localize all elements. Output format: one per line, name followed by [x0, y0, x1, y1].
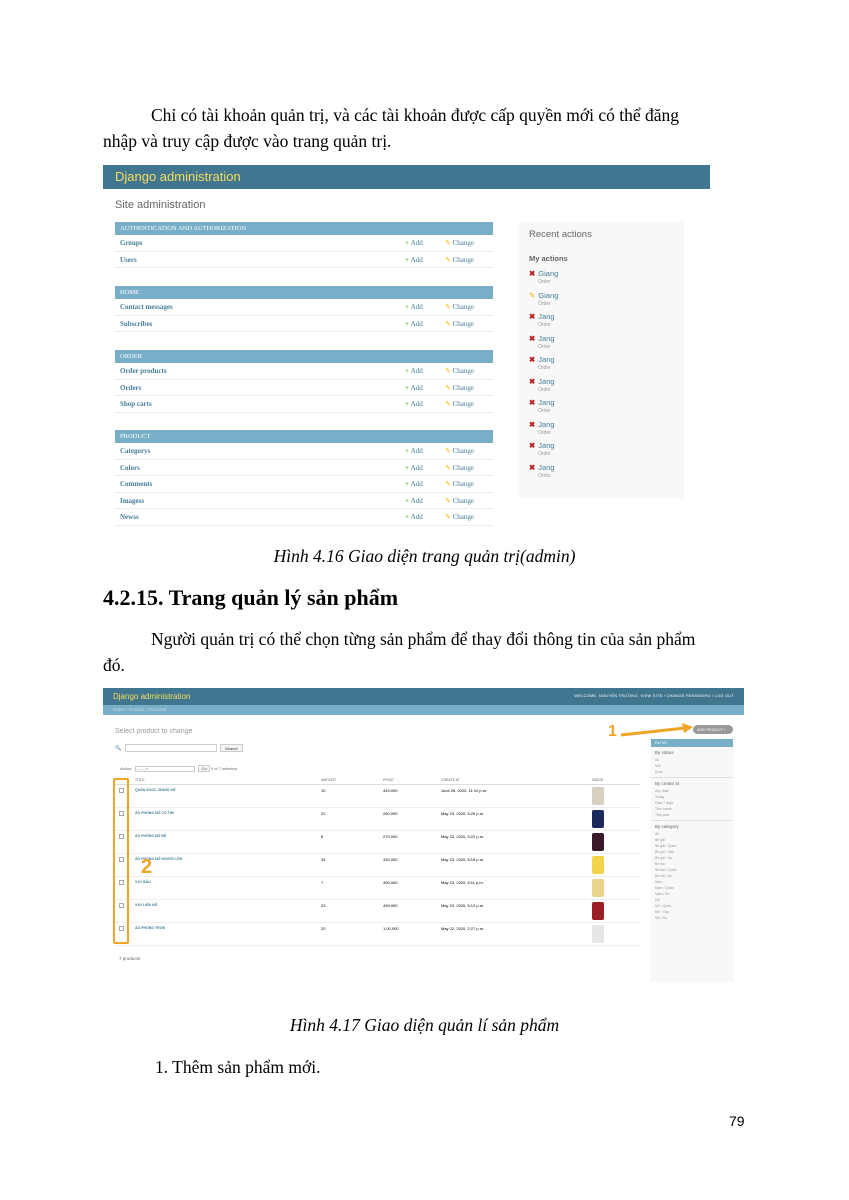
recent-action-item[interactable] [529, 355, 674, 377]
highlight-checkboxes [113, 778, 129, 944]
action-object-name: Jang [538, 376, 555, 386]
recent-action-item[interactable] [529, 441, 674, 463]
table-cell: 449,000 [383, 788, 398, 793]
product-link[interactable]: VÁY LIỀN NỮ [135, 903, 158, 907]
delete-icon: ✖ [529, 398, 536, 407]
recent-action-item[interactable] [529, 398, 674, 420]
change-label: Change [452, 367, 475, 375]
paragraph-intro-line1: Chỉ có tài khoản quản trị, và các tài khoản được cấp quyền mới có thể đăng [151, 105, 680, 125]
products-table [115, 777, 640, 946]
change-link[interactable] [445, 239, 474, 247]
action-object-name: Jang [538, 441, 555, 450]
filter-group-title: By status [655, 750, 674, 755]
table-cell: 8 [321, 834, 324, 839]
add-icon: + [405, 400, 411, 408]
filter-option[interactable]: Past 7 days [655, 801, 674, 805]
filter-option[interactable]: Nữ / Quần [655, 904, 672, 908]
action-content-type: Order [538, 451, 551, 457]
action-object-name: Jang [538, 419, 555, 429]
table-cell: 330,000 [383, 857, 398, 862]
product-link[interactable]: ÁO PHÔNG TRƠN [135, 926, 166, 930]
table-cell: May 23, 2020, 5:22 p.m. [441, 834, 485, 839]
pencil-icon: ✎ [529, 290, 536, 300]
filter-option[interactable]: Nữ [655, 898, 660, 902]
pencil-icon: ✎ [445, 239, 453, 247]
table-cell: 34 [321, 857, 326, 862]
action-content-type: Order [538, 429, 551, 436]
recent-action-item[interactable] [529, 269, 674, 291]
model-link[interactable]: Colors [120, 463, 140, 472]
table-body [115, 785, 640, 946]
model-link[interactable]: Imagess [120, 496, 145, 505]
add-link[interactable] [405, 320, 423, 328]
model-link[interactable]: Contact messages [120, 303, 173, 311]
table-cell: 1,00,000 [383, 926, 399, 931]
table-row [115, 923, 640, 946]
add-label: Add [410, 463, 423, 472]
add-link[interactable] [405, 464, 423, 472]
column-header[interactable]: AMOUNT [321, 778, 337, 782]
change-label: Change [452, 496, 475, 505]
user-tools[interactable]: WELCOME, NGUYỄN TRƯỜNG. VIEW SITE / CHANGE PASSWORD / LOG OUT [574, 693, 734, 698]
change-label: Change [452, 239, 475, 247]
table-row [115, 854, 640, 877]
admin-header [103, 165, 710, 189]
filter-option[interactable]: Nữ / Áo [655, 916, 668, 920]
figure-caption-1: Hình 4.16 Giao diện trang quản trị(admin) [273, 546, 576, 566]
product-link[interactable]: ÁO PHÔNG NỮ NGƯỜI LỚN [135, 857, 183, 861]
table-cell: May 23, 2020, 5:25 p.m. [441, 811, 485, 816]
paragraph-products [103, 626, 743, 678]
pencil-icon: ✎ [445, 480, 453, 488]
add-label: Add [410, 447, 423, 455]
recent-actions-list [529, 269, 674, 484]
filter-option[interactable]: Mới [655, 764, 661, 768]
change-label: Change [452, 400, 475, 408]
change-link[interactable] [445, 367, 474, 375]
figure-caption-2: Hình 4.17 Giao diện quản lí sản phẩm [289, 1015, 560, 1035]
action-select[interactable]: --------- ▾ [135, 766, 195, 772]
add-label: Add [410, 480, 423, 488]
model-link[interactable]: Categorys [120, 447, 151, 455]
filter-option[interactable]: Bé trai / Áo [655, 874, 673, 878]
pencil-icon: ✎ [445, 319, 453, 328]
table-cell: 22 [321, 811, 326, 816]
recent-actions-title: Recent actions [529, 229, 592, 240]
filter-option[interactable]: Nam / Áo [655, 892, 670, 896]
change-link[interactable] [445, 384, 474, 392]
module-caption[interactable]: HOME [115, 286, 493, 299]
add-product-button[interactable]: ADD PRODUCT + [693, 725, 733, 734]
filter-option[interactable]: This month [655, 807, 673, 811]
paragraph-products-line2: đó. [103, 655, 125, 675]
add-label: Add [410, 400, 423, 408]
action-object-name: Jang [538, 355, 555, 364]
change-link[interactable] [445, 464, 474, 472]
filter-option[interactable]: Bé gái / Áo [655, 856, 673, 860]
action-object-name: Jang [538, 398, 555, 407]
table-cell: 20 [321, 926, 326, 931]
app-module [115, 222, 493, 268]
model-link[interactable]: Order products [120, 367, 167, 375]
module-caption[interactable]: AUTHENTICATION AND AUTHORIZATION [115, 222, 493, 235]
add-link[interactable] [405, 256, 423, 264]
action-content-type: Order [538, 343, 551, 350]
product-link[interactable]: ÁO PHÔNG NỮ BÉ [135, 834, 167, 838]
filter-option[interactable]: Bé gái [655, 838, 665, 842]
model-row [115, 363, 493, 380]
pencil-icon: ✎ [445, 303, 453, 311]
app-module [115, 350, 493, 413]
search-bar [115, 744, 243, 752]
pencil-icon: ✎ [445, 463, 453, 472]
model-row [115, 252, 493, 269]
model-link[interactable]: Shop carts [120, 400, 152, 408]
table-cell: 260,000 [383, 811, 398, 816]
model-link[interactable]: Orders [120, 383, 142, 392]
recent-action-item[interactable] [529, 463, 674, 485]
product-image [592, 856, 604, 874]
column-header[interactable]: TITLE [135, 778, 145, 782]
add-link[interactable] [405, 303, 423, 311]
add-icon: + [405, 303, 411, 311]
filter-group [651, 777, 733, 820]
filter-option[interactable]: Bé gái / Váy [655, 850, 674, 854]
action-content-type: Order [538, 322, 551, 328]
add-link[interactable] [405, 497, 423, 505]
model-row [115, 396, 493, 413]
column-header[interactable]: IMAGE [592, 778, 604, 782]
model-row [115, 316, 493, 333]
add-icon: + [405, 367, 411, 375]
app-module [115, 286, 493, 332]
filter-option[interactable]: Bé gái / Quần [655, 844, 677, 848]
product-image [592, 810, 604, 828]
add-link[interactable] [405, 239, 423, 247]
add-icon: + [405, 480, 411, 488]
table-cell: May 23, 2020, 5:16 p.m. [441, 857, 485, 862]
table-cell: 10 [321, 788, 326, 793]
change-label: Change [452, 480, 475, 488]
model-row [115, 299, 493, 316]
add-icon: + [405, 319, 411, 328]
filter-groups [651, 747, 733, 923]
pencil-icon: ✎ [445, 513, 453, 521]
action-object-name: Jang [538, 312, 555, 321]
delete-icon: ✖ [529, 462, 536, 472]
action-object-name: Giang [538, 290, 559, 300]
model-row [115, 380, 493, 397]
go-button[interactable]: Go [198, 765, 209, 772]
change-link[interactable] [445, 513, 474, 521]
action-content-type: Order [538, 300, 551, 307]
delete-icon: ✖ [529, 419, 536, 429]
delete-icon: ✖ [529, 441, 536, 450]
add-product-label: ADD PRODUCT [697, 727, 723, 732]
filter-option[interactable]: Khác [655, 770, 663, 774]
change-label: Change [452, 513, 475, 521]
change-link[interactable] [445, 400, 474, 408]
change-link[interactable] [445, 256, 474, 264]
module-caption[interactable]: ORDER [115, 350, 493, 363]
result-count: 7 products [119, 956, 141, 961]
add-link[interactable] [405, 400, 423, 408]
action-content-type: Order [538, 365, 551, 371]
action-bar [120, 765, 237, 772]
table-row [115, 808, 640, 831]
delete-icon: ✖ [529, 269, 536, 278]
product-link[interactable]: VÁY BẦU [135, 880, 151, 884]
add-label: Add [410, 383, 423, 392]
model-row [115, 476, 493, 493]
product-image [592, 833, 604, 851]
add-link[interactable] [405, 384, 423, 392]
search-button[interactable]: Search [220, 744, 243, 752]
table-cell: May 23, 2020, 5:11 p.m. [441, 880, 484, 885]
breadcrumb[interactable]: Home › Product › Products [103, 705, 744, 715]
add-link[interactable] [405, 367, 423, 375]
model-link[interactable]: Subscribes [120, 319, 153, 328]
pencil-icon: ✎ [445, 383, 453, 392]
marker-2: 2 [141, 856, 153, 878]
add-link[interactable] [405, 480, 423, 488]
add-label: Add [410, 319, 423, 328]
add-label: Add [410, 239, 423, 247]
table-cell: 23 [321, 903, 326, 908]
products-header [103, 688, 744, 705]
change-link[interactable] [445, 480, 474, 488]
add-link[interactable] [405, 447, 423, 455]
filter-option[interactable]: This year [655, 813, 670, 817]
table-cell: June 26, 2020, 11:10 p.m. [441, 788, 488, 793]
recent-action-item[interactable] [529, 377, 674, 399]
model-link[interactable]: Users [120, 255, 137, 264]
change-label: Change [452, 383, 475, 392]
page-title: Select product to change [115, 728, 193, 735]
recent-actions-panel [519, 222, 684, 498]
delete-icon: ✖ [529, 312, 536, 321]
filter-option[interactable]: Any date [655, 789, 669, 793]
paragraph-intro [103, 102, 743, 154]
model-link[interactable]: Groups [120, 239, 143, 247]
model-link[interactable]: Newss [120, 513, 139, 521]
action-content-type: Order [538, 386, 551, 393]
recent-action-item[interactable] [529, 291, 674, 313]
add-icon: + [405, 383, 411, 392]
product-image [592, 902, 604, 920]
table-header [115, 777, 640, 785]
action-select-value: --------- [136, 766, 146, 771]
model-link[interactable]: Comments [120, 480, 153, 488]
change-label: Change [452, 447, 475, 455]
product-link[interactable]: ÁO PHÔNG NỮ CỔ TIM [135, 811, 174, 815]
page-number: 79 [729, 1113, 745, 1129]
recent-action-item[interactable] [529, 420, 674, 442]
table-cell: May 23, 2020, 5:12 p.m. [441, 903, 485, 908]
search-input[interactable] [125, 744, 217, 752]
product-image [592, 787, 604, 805]
delete-icon: ✖ [529, 333, 536, 343]
change-label: Change [452, 319, 475, 328]
filter-group [651, 820, 733, 923]
delete-icon: ✖ [529, 376, 536, 386]
filter-option[interactable]: Bé trai / Quần [655, 868, 677, 872]
action-object-name: Jang [538, 462, 555, 472]
table-row [115, 831, 640, 854]
add-label: Add [410, 303, 423, 311]
section-heading: 4.2.15. Trang quản lý sản phẩm [103, 585, 399, 610]
add-label: Add [410, 496, 423, 505]
product-link[interactable]: QUẦN SOOC JEANS NỮ [135, 788, 176, 792]
filter-group-title: By category [655, 824, 679, 829]
table-row [115, 785, 640, 808]
column-header[interactable]: CREATE AT [441, 778, 460, 782]
paragraph-products-line1: Người quản trị có thể chọn từng sản phẩm để thay đổi thông tin của sản phẩm [151, 629, 696, 649]
list-item-1: 1. Thêm sản phẩm mới. [155, 1057, 321, 1077]
delete-icon: ✖ [529, 355, 536, 364]
action-content-type: Order [538, 408, 551, 414]
pencil-icon: ✎ [445, 400, 453, 408]
my-actions-title: My actions [529, 254, 568, 263]
add-label: Add [410, 367, 423, 375]
model-row [115, 493, 493, 510]
product-image [592, 925, 604, 943]
add-icon: + [405, 463, 411, 472]
filter-option[interactable]: Bé trai [655, 862, 666, 866]
change-label: Change [452, 463, 475, 472]
marker-1: 1 [608, 723, 617, 740]
action-object-name: Giang [538, 269, 559, 278]
change-link[interactable] [445, 320, 474, 328]
table-cell: 499,000 [383, 903, 398, 908]
model-row [115, 443, 493, 460]
filter-option[interactable]: All [655, 758, 659, 762]
filter-panel [651, 739, 733, 982]
admin-brand[interactable]: Django administration [115, 169, 241, 184]
pencil-icon: ✎ [445, 496, 453, 505]
change-label: Change [452, 255, 475, 264]
model-row [115, 460, 493, 477]
pencil-icon: ✎ [445, 447, 453, 455]
table-cell: May 22, 2020, 2:27 p.m. [441, 926, 485, 931]
action-content-type: Order [538, 472, 551, 479]
filter-option[interactable]: Nữ / Váy [655, 910, 669, 914]
add-icon: + [405, 496, 411, 505]
add-icon: + [405, 513, 411, 521]
action-label: Action: [120, 766, 133, 771]
add-icon: + [405, 239, 411, 247]
pencil-icon: ✎ [445, 367, 453, 375]
arrow-icon [619, 721, 695, 741]
add-icon: + [405, 255, 411, 264]
filter-option[interactable]: All [655, 832, 659, 836]
products-brand[interactable]: Django administration [113, 692, 191, 701]
table-cell: 270,000 [383, 834, 398, 839]
action-object-name: Jang [538, 333, 555, 343]
product-list-screenshot [103, 688, 744, 985]
filter-title: FILTER [651, 739, 733, 747]
filter-option[interactable]: Nam / Quần [655, 886, 674, 890]
change-link[interactable] [445, 303, 474, 311]
product-image [592, 879, 604, 897]
change-label: Change [452, 303, 475, 311]
column-header[interactable]: PRICE [383, 778, 394, 782]
recent-action-item[interactable] [529, 334, 674, 356]
table-row [115, 877, 640, 900]
model-row [115, 235, 493, 252]
module-caption[interactable]: PRODUCT [115, 430, 493, 443]
filter-option[interactable]: Today [655, 795, 665, 799]
table-cell: 7 [321, 880, 324, 885]
add-label: Add [410, 513, 423, 521]
filter-group-title: By create at [655, 781, 680, 786]
add-label: Add [410, 255, 423, 264]
search-icon: 🔍 [115, 745, 122, 752]
selected-count: 0 of 7 selected [210, 766, 237, 771]
change-link[interactable] [445, 447, 474, 455]
paragraph-intro-line2: nhập và truy cập được vào trang quản trị. [103, 131, 392, 151]
add-icon: + [405, 447, 411, 455]
recent-action-item[interactable] [529, 312, 674, 334]
site-title: Site administration [115, 199, 206, 211]
action-content-type: Order [538, 279, 551, 285]
filter-option[interactable]: Nam [655, 880, 663, 884]
add-link[interactable] [405, 513, 423, 521]
filter-group [651, 747, 733, 777]
app-module [115, 430, 493, 526]
model-row [115, 509, 493, 526]
table-cell: 490,000 [383, 880, 398, 885]
pencil-icon: ✎ [445, 255, 453, 264]
table-row [115, 900, 640, 923]
change-link[interactable] [445, 497, 474, 505]
